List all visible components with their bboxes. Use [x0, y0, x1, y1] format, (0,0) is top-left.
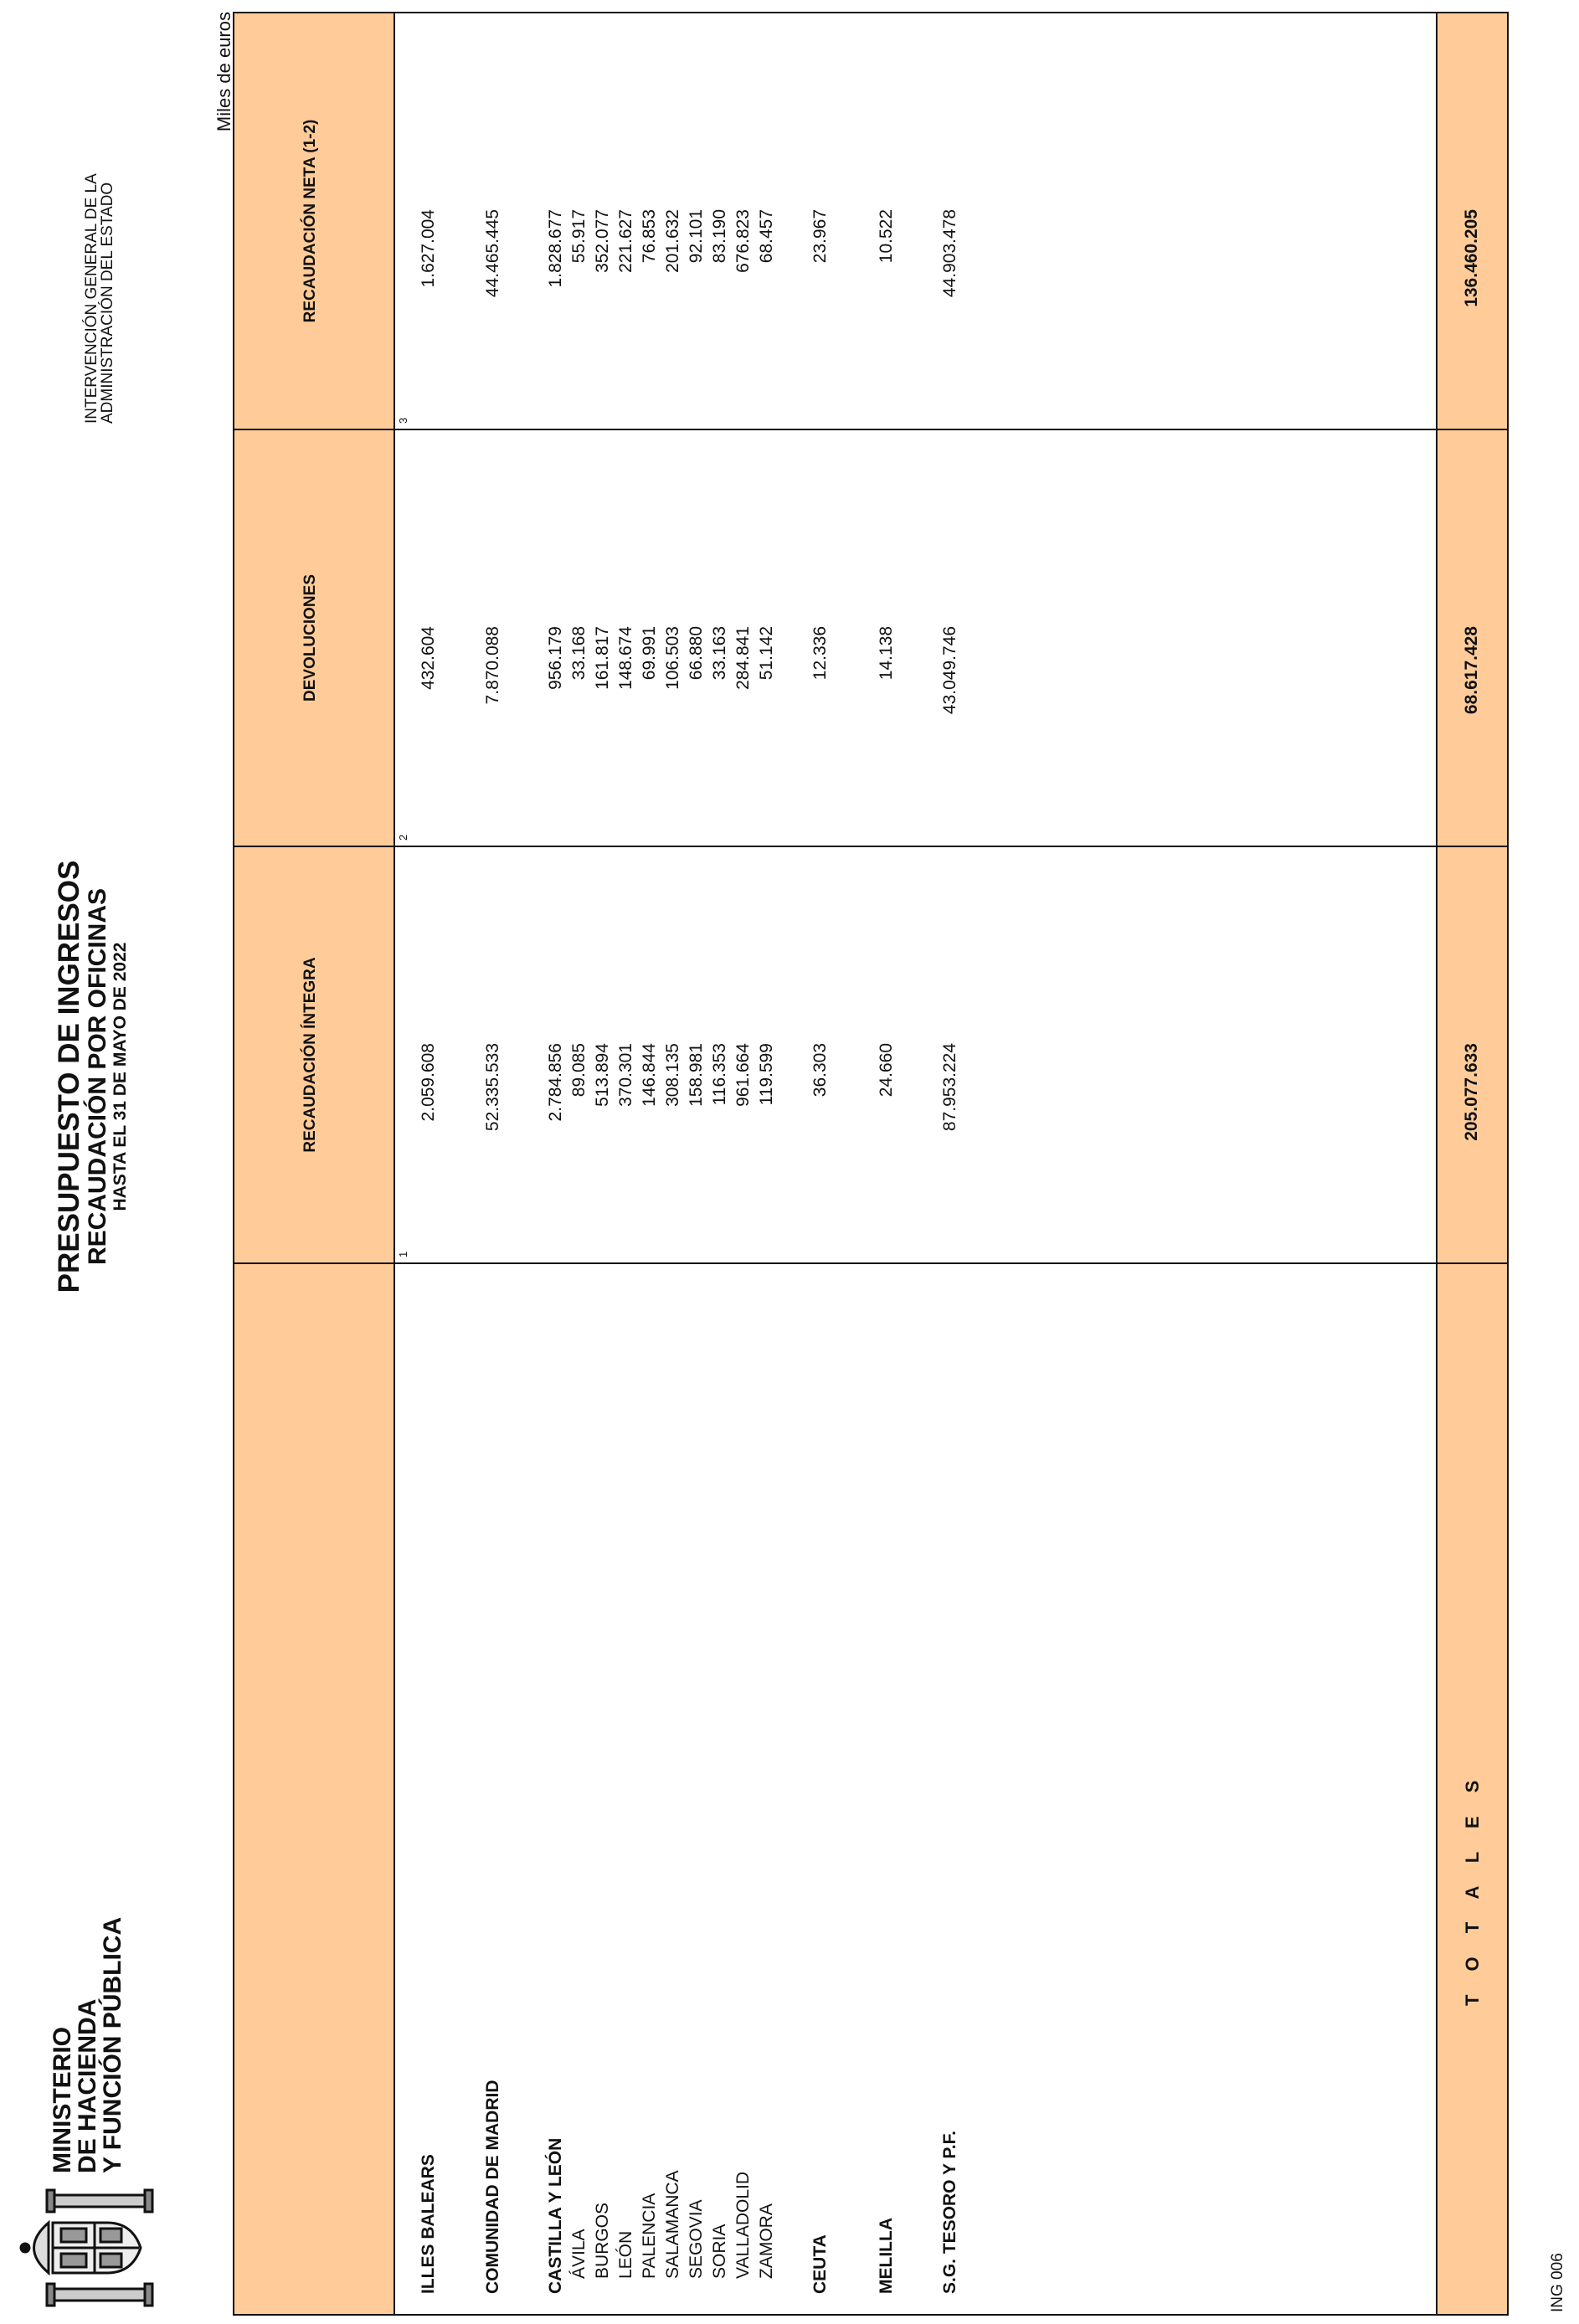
office-line-1: INTERVENCIÓN GENERAL DE LA: [83, 173, 100, 424]
row-label: MELILLA: [877, 2218, 896, 2294]
cell-devoluciones: 66.880: [687, 626, 706, 681]
row-label: CASTILLA Y LEÓN: [546, 2137, 565, 2294]
cell-devoluciones: 69.991: [640, 626, 659, 681]
cell-integra: 961.664: [733, 1043, 753, 1107]
cell-neta: 83.190: [710, 209, 729, 264]
cell-neta: 92.101: [687, 209, 706, 264]
total-integra: 205.077.633: [1462, 1043, 1481, 1141]
office-name: [84, 173, 116, 424]
row-label: ÁVILA: [569, 2229, 589, 2279]
report-subtitle: RECAUDACIÓN POR OFICINAS: [84, 888, 111, 1266]
row-label: PALENCIA: [640, 2193, 659, 2279]
cell-devoluciones: 33.168: [569, 626, 589, 681]
cell-integra: 36.303: [810, 1043, 830, 1098]
cell-neta: 10.522: [877, 209, 896, 264]
total-devoluciones: 68.617.428: [1462, 626, 1481, 715]
column-number-2: 2: [397, 834, 409, 841]
cell-devoluciones: 956.179: [546, 626, 565, 690]
column-divider-2: [233, 846, 1509, 847]
row-label: S.G. TESORO Y P.F.: [940, 2131, 959, 2294]
cell-devoluciones: 43.049.746: [940, 626, 959, 715]
coat-of-arms-logo: [15, 2185, 162, 2311]
column-header-neta: RECAUDACIÓN NETA (1-2): [301, 119, 319, 323]
cell-devoluciones: 432.604: [419, 626, 438, 690]
cell-integra: 116.353: [710, 1043, 729, 1106]
column-number-3: 3: [397, 417, 409, 424]
cell-devoluciones: 51.142: [757, 626, 776, 681]
row-label: CEUTA: [810, 2234, 830, 2294]
cell-devoluciones: 12.336: [810, 626, 830, 681]
row-label: COMUNIDAD DE MADRID: [483, 2080, 502, 2294]
row-label: ILLES BALEARS: [419, 2154, 438, 2294]
totals-label: T O T A L E S: [1462, 1771, 1483, 2006]
cell-neta: 55.917: [569, 209, 589, 264]
cell-devoluciones: 148.674: [616, 626, 635, 690]
row-label: VALLADOLID: [733, 2172, 753, 2279]
cell-devoluciones: 14.138: [877, 626, 896, 681]
cell-neta: 44.465.445: [483, 209, 502, 298]
form-code: ING 006: [1549, 2253, 1566, 2312]
row-label: BURGOS: [593, 2202, 612, 2279]
cell-integra: 24.660: [877, 1043, 896, 1098]
header-divider: [393, 12, 395, 2316]
cell-integra: 370.301: [616, 1043, 635, 1107]
cell-devoluciones: 161.817: [593, 626, 612, 690]
cell-integra: 87.953.224: [940, 1043, 959, 1132]
cell-neta: 23.967: [810, 209, 830, 264]
cell-integra: 119.599: [757, 1043, 776, 1106]
report-title-block: [54, 800, 131, 1353]
cell-integra: 146.844: [640, 1043, 659, 1107]
total-neta: 136.460.205: [1462, 209, 1481, 307]
cell-neta: 44.903.478: [940, 209, 959, 298]
cell-integra: 2.784.856: [546, 1043, 565, 1122]
cell-neta: 68.457: [757, 209, 776, 264]
column-header-integra: RECAUDACIÓN ÍNTEGRA: [301, 957, 319, 1153]
cell-integra: 2.059.608: [419, 1043, 438, 1122]
cell-neta: 676.823: [733, 209, 753, 273]
report-date: HASTA EL 31 DE MAYO DE 2022: [111, 942, 130, 1211]
column-header-devoluciones: DEVOLUCIONES: [301, 573, 319, 702]
units-label: Miles de euros: [213, 12, 234, 132]
column-number-1: 1: [397, 1251, 409, 1257]
cell-devoluciones: 284.841: [733, 626, 753, 690]
ministry-line-3: Y FUNCIÓN PÚBLICA: [99, 1916, 126, 2173]
cell-neta: 76.853: [640, 209, 659, 264]
row-label: ZAMORA: [757, 2203, 776, 2279]
cell-neta: 352.077: [593, 209, 612, 273]
cell-integra: 158.981: [687, 1043, 706, 1107]
cell-integra: 89.085: [569, 1043, 589, 1098]
ministry-line-1: MINISTERIO: [49, 2026, 76, 2173]
ministry-line-2: DE HACIENDA: [74, 1998, 101, 2173]
cell-neta: 1.627.004: [419, 209, 438, 288]
cell-integra: 52.335.533: [483, 1043, 502, 1132]
cell-neta: 1.828.677: [546, 209, 565, 288]
cell-devoluciones: 7.870.088: [483, 626, 502, 705]
totals-divider: [1436, 12, 1438, 2316]
row-label: SEGOVIA: [687, 2199, 706, 2279]
row-label: SORIA: [710, 2224, 729, 2279]
cell-integra: 308.135: [663, 1043, 682, 1107]
office-line-2: ADMINISTRACIÓN DEL ESTADO: [99, 182, 116, 424]
cell-neta: 221.627: [616, 209, 635, 273]
ministry-name: [50, 1917, 126, 2173]
cell-devoluciones: 33.163: [710, 626, 729, 681]
report-title: PRESUPUESTO DE INGRESOS: [53, 860, 85, 1293]
cell-neta: 201.632: [663, 209, 682, 273]
row-label: SALAMANCA: [663, 2170, 682, 2279]
row-label: LEÓN: [616, 2230, 635, 2279]
cell-devoluciones: 106.503: [663, 626, 682, 690]
column-divider-3: [233, 429, 1509, 430]
column-divider-1: [233, 1262, 1509, 1264]
cell-integra: 513.894: [593, 1043, 612, 1107]
